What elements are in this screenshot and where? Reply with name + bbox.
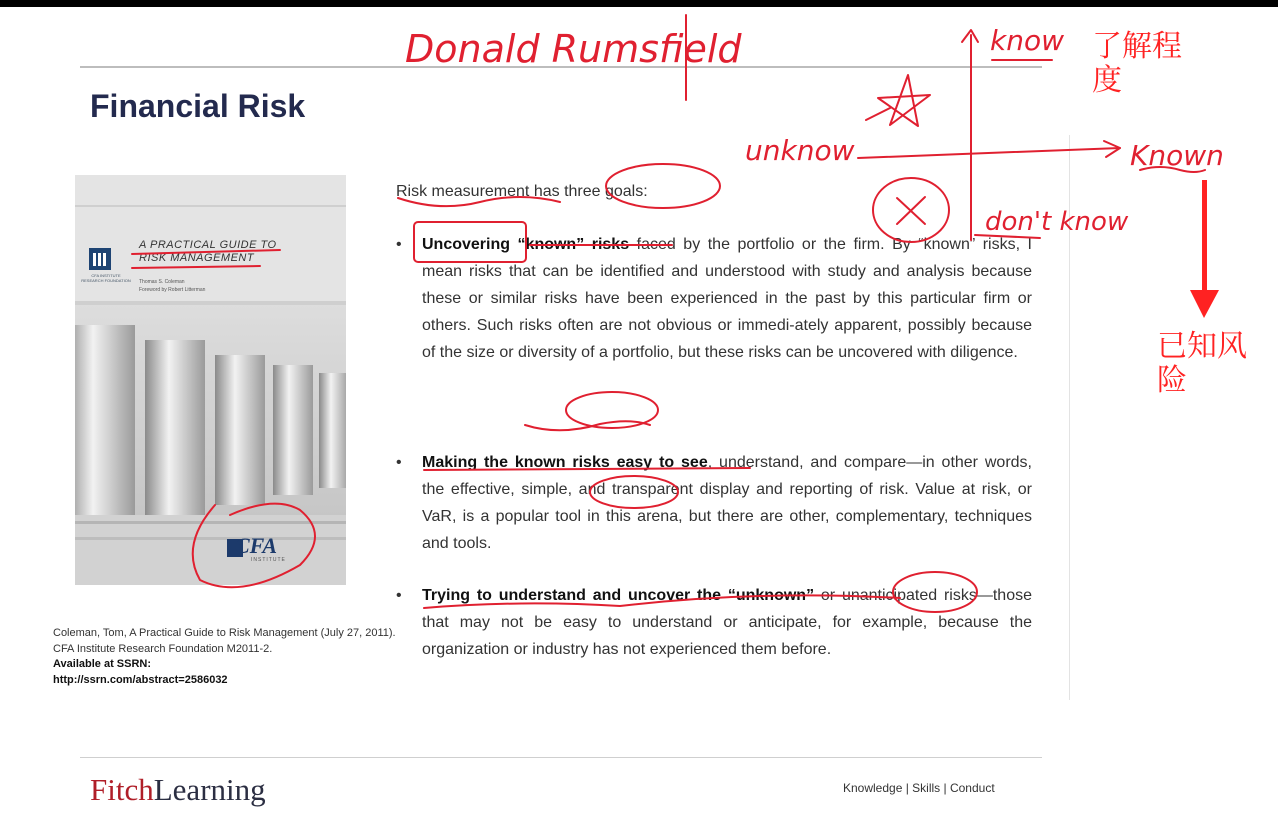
cover-author-name: Thomas S. Coleman [139, 279, 185, 285]
axis-horizontal [858, 148, 1120, 158]
intro-text: Risk measurement has three goals: [396, 183, 648, 200]
logo-part2: Learning [153, 772, 266, 807]
bullet-dot: • [396, 587, 402, 604]
bullet-lead: Uncovering “known” risks [422, 236, 630, 253]
slide-body [396, 178, 1036, 658]
red-arrow-shaft [1202, 180, 1207, 292]
bullet-dot: • [396, 454, 402, 471]
citation [53, 626, 398, 688]
cfa-logo-sub: INSTITUTE [251, 557, 286, 563]
star-icon [878, 75, 930, 126]
cover-org: CFA INSTITUTE RESEARCH FOUNDATION [81, 273, 131, 283]
citation-url: http://ssrn.com/abstract=2586032 [53, 673, 228, 686]
diligence-circle [566, 392, 658, 428]
bullet-text [422, 449, 1032, 557]
citation-text: Coleman, Tom, A Practical Guide to Risk Management (July 27, 2011). CFA Institute Research Foundation M2011-2. [53, 627, 396, 655]
cover-title-line2: RISK MANAGEMENT [139, 252, 255, 264]
header-rule [80, 66, 1042, 68]
bullet-body: or unanticipated risks—those that may not be easy to understand or anticipate, for example, because the organization or industry has not experienced them before. [422, 587, 1032, 658]
annotation-known: Known [1130, 139, 1224, 172]
top-black-bar [0, 0, 1278, 7]
citation-ssrn: Available at SSRN: [53, 658, 152, 670]
annotation-cjk-known-risk: 已知风险 [1157, 329, 1247, 398]
bullet-dot: • [396, 236, 402, 253]
ink-underline [525, 421, 650, 430]
bullet-body: faced by the portfolio or the firm. By “known” risks, I mean risks that can be identified and understood with study and analysis because these or similar risks have been experienced in the past by this particular firm or others. Such risks often are not obvious or immedi-ately apparent, possibly because of the size or diversity of a portfolio, but these risks can be uncovered with diligence. [422, 236, 1033, 361]
bullet-text [422, 582, 1032, 663]
cover-foreword: Foreword by Robert Litterman [139, 287, 206, 293]
footer-rule [80, 757, 1042, 758]
red-arrow-down-icon [1190, 290, 1219, 318]
axis-up-arrow [962, 30, 978, 42]
cover-author [139, 278, 205, 294]
columns-illustration [75, 175, 346, 585]
ink-stroke [866, 108, 890, 120]
bullet-lead: Making the known risks easy to see [422, 454, 708, 471]
book-cover-image [75, 175, 346, 585]
annotation-cjk-degree: 了解程度 [1092, 29, 1182, 98]
axis-right-arrow [1104, 141, 1120, 157]
logo-part1: Fitch [90, 772, 154, 807]
footer-tagline: Knowledge | Skills | Conduct [843, 781, 995, 795]
annotation-unknow: unknow [745, 134, 855, 167]
bullet-body: , understand, and compare—in other words, the effective, simple, and transparent display and reporting of risk. Value at risk, or VaR, is a popular tool in this arena, but there are other, complementary, techniques and tools. [422, 454, 1033, 552]
annotation-know: know [990, 24, 1064, 57]
slide-title: Financial Risk [90, 88, 306, 124]
right-margin-line [1069, 135, 1070, 700]
cover-title-line1: A PRACTICAL GUIDE TO [139, 239, 277, 251]
cover-title [139, 239, 277, 265]
annotation-donald: Donald Rumsfield [405, 27, 742, 71]
fitch-learning-logo [90, 772, 266, 808]
ink-underline [1140, 167, 1205, 172]
bullet-text [422, 231, 1032, 366]
annotation-dont-know: don't know [985, 207, 1129, 237]
bullet-lead: Trying to understand and uncover the “unknown” [422, 587, 815, 604]
cfa-logo: CFA [235, 533, 278, 558]
